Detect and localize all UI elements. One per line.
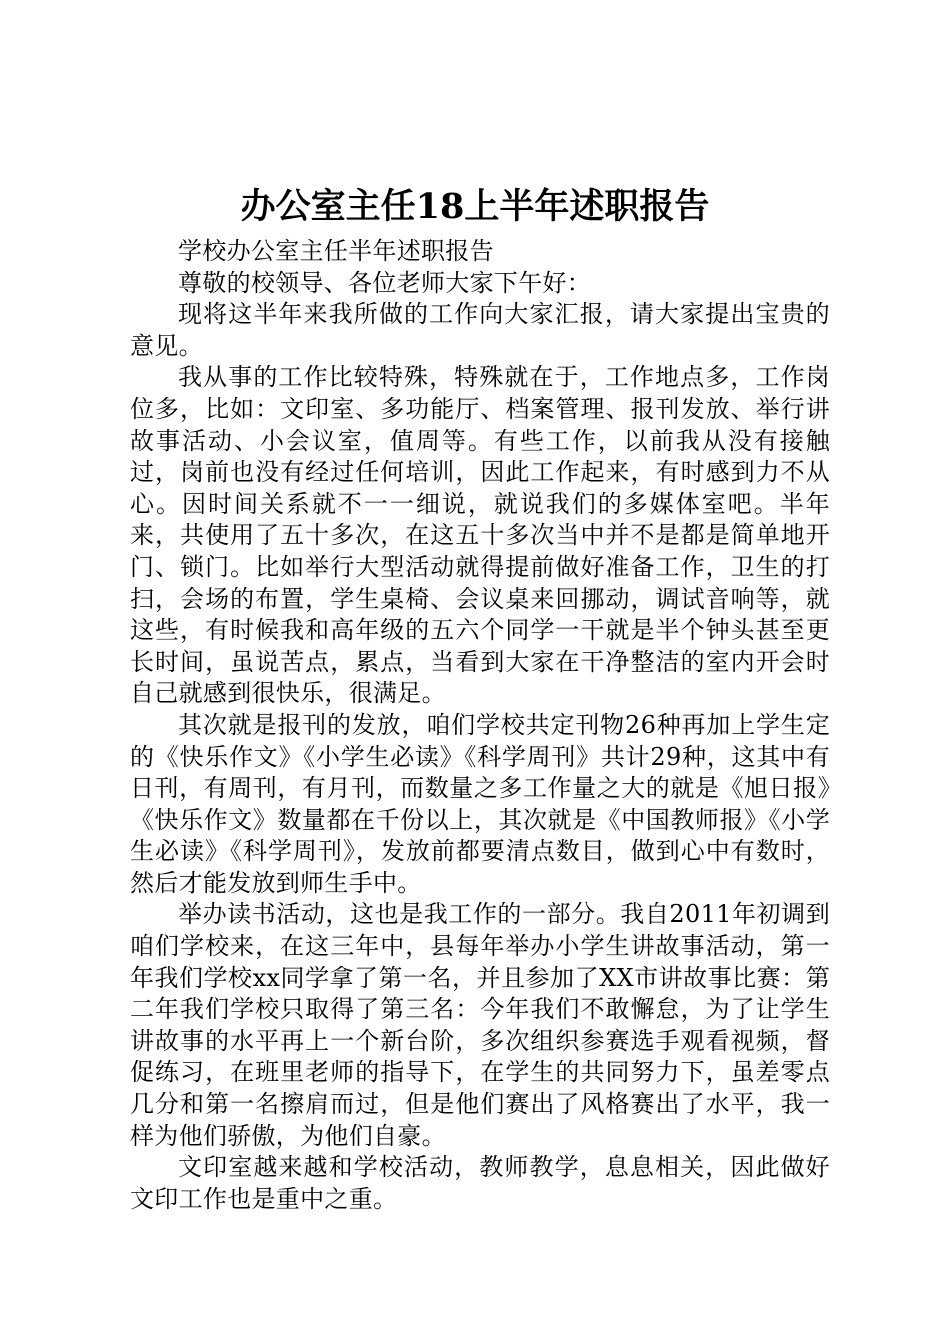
paragraph-greeting: 尊敬的校领导、各位老师大家下午好：	[178, 268, 592, 297]
document-title: 办公室主任18上半年述职报告	[240, 186, 710, 227]
paragraph-multimedia-room: 我从事的工作比较特殊，特殊就在于，工作地点多，工作岗位多，比如：文印室、多功能厅、档案管理、报刊发放、举行讲故事活动、小会议室，值周等。有些工作，以前我从没有接触过，岗前也没有经过任何培训，因此工作起来，有时感到力不从心。因时间关系就不一一细说，就说我们的多媒体室吧。半年来，共使用了五十多次，在这五十多次当中并不是都是简单地开门、锁门。比如举行大型活动就得提前做好准备工作，卫生的打扫，会场的布置，学生桌椅、会议桌来回挪动，调试音响等，就这些，有时候我和高年级的五六个同学一干就是半个钟头甚至更长时间，虽说苦点，累点，当看到大家在干净整洁的室内开会时自己就感到很快乐，很满足。	[130, 363, 830, 708]
document-body	[130, 236, 830, 1215]
paragraph-newspaper-distribution: 其次就是报刊的发放，咱们学校共定刊物26种再加上学生定的《快乐作文》《小学生必读》《科学周刊》共计29种，这其中有日刊，有周刊，有月刊，而数量之多工作量之大的就是《旭日报》《快乐作文》数量都在千份以上，其次就是《中国教师报》《小学生必读》《科学周刊》，发放前都要清点数目，做到心中有数时，然后才能发放到师生手中。	[130, 710, 830, 897]
paragraph-reading-activity: 举办读书活动，这也是我工作的一部分。我自2011年初调到咱们学校来，在这三年中，县每年举办小学生讲故事活动，第一年我们学校xx同学拿了第一名，并且参加了XX市讲故事比赛：第二年我们学校只取得了第三名：今年我们不敢懈怠，为了让学生讲故事的水平再上一个新台阶，多次组织参赛选手观看视频，督促练习，在班里老师的指导下，在学生的共同努力下，虽差零点几分和第一名擦肩而过，但是他们赛出了风格赛出了水平，我一样为他们骄傲，为他们自豪。	[130, 900, 830, 1150]
paragraph-subtitle: 学校办公室主任半年述职报告	[178, 237, 494, 265]
paragraph-printing-room: 文印室越来越和学校活动，教师教学，息息相关，因此做好文印工作也是重中之重。	[130, 1153, 830, 1213]
paragraph-intro: 现将这半年来我所做的工作向大家汇报，请大家提出宝贵的意见。	[130, 300, 830, 360]
